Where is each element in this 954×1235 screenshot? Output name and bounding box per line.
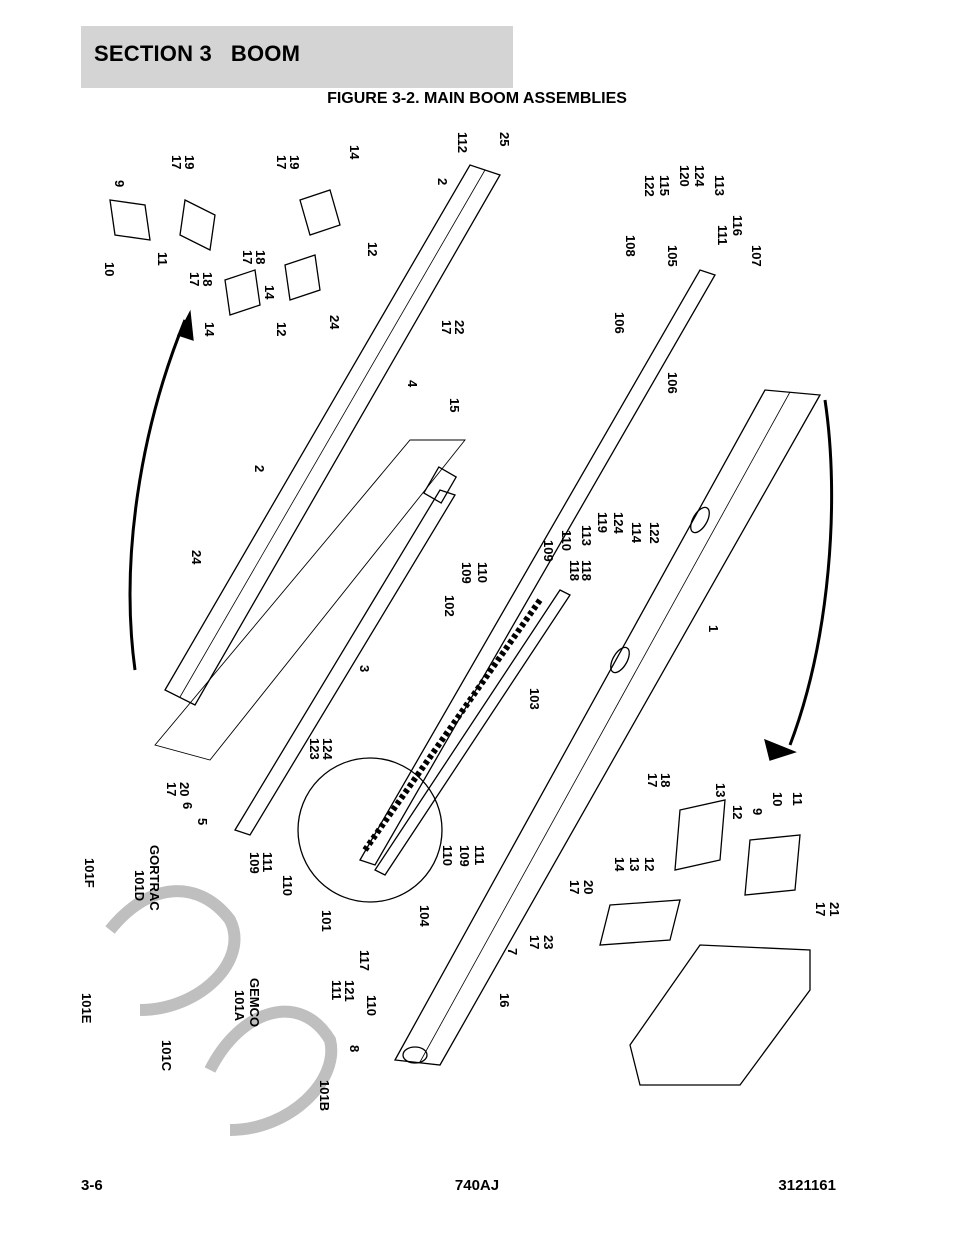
callout: 124 [320,738,335,760]
callout: 4 [405,380,420,388]
callout: 14 [612,857,627,872]
callout: 113 [579,525,594,546]
upper-boom-pad-group [110,200,215,250]
callout: 23 [541,935,556,950]
track-channel [375,590,570,875]
callout: 22 [452,320,467,335]
callout: 115 [657,175,672,196]
callout: 118 [579,560,594,581]
callout: 17 [527,935,542,950]
callout: 102 [442,595,457,617]
upper-boom-section [165,165,500,705]
callout: 110 [475,562,490,583]
callout: 18 [658,773,673,788]
lightening-hole [687,504,713,535]
callout: 2 [252,465,267,473]
cylinder-end [424,467,456,503]
callout: 21 [827,902,842,917]
callout: 9 [750,808,765,816]
callout: 109 [457,845,472,867]
callout: 101A [232,990,247,1022]
detail-circle [298,758,442,902]
callout: 14 [262,285,277,300]
footer-page-number: 3-6 [81,1177,103,1194]
callout: 17 [240,250,255,265]
footer-doc-number: 3121161 [778,1177,836,1194]
callout: 15 [447,398,462,413]
boom-base-end [630,945,810,1085]
callout: 114 [629,522,644,543]
figure-title: FIGURE 3-2. MAIN BOOM ASSEMBLIES [327,90,627,107]
base-boom-pivot [403,1047,427,1063]
callout: 1 [706,625,721,633]
gemco-chain [210,1012,331,1130]
callout: 24 [189,550,204,565]
callout: 14 [347,145,362,160]
callout: 110 [364,995,379,1016]
callout: 124 [692,165,707,187]
callout: 111 [472,845,487,866]
callout: 5 [195,818,210,826]
callout: 110 [280,875,295,896]
callout: 101 [319,910,334,932]
callout: 120 [677,165,692,187]
callout: 103 [527,688,542,710]
callout: 17 [187,272,202,287]
section-title: SECTION 3 BOOM [94,41,301,66]
callout: 13 [627,857,642,872]
callout: 17 [274,155,289,170]
callout: 118 [567,560,582,581]
callout: 101D [132,870,147,902]
callout: 11 [790,792,805,806]
callout: 18 [253,250,268,265]
lightening-hole [607,644,633,675]
callout: 12 [642,857,657,872]
callout: 101E [79,993,94,1024]
callout: 16 [497,993,512,1008]
callout: 17 [164,782,179,797]
callout: 19 [287,155,302,170]
callout: 113 [712,175,727,196]
callout: 110 [440,845,455,866]
boom-exploded-drawing [60,115,900,1175]
wear-pad-group-base [600,800,800,945]
callout: 110 [559,530,574,551]
gortrac-chain [110,891,234,1010]
footer-model: 740AJ [454,1177,500,1194]
callout: 6 [180,802,195,810]
energy-chain [365,600,540,850]
callout: 20 [581,880,596,895]
callout: 12 [365,242,380,257]
callout: 12 [730,805,745,820]
callout: 124 [611,512,626,534]
callout: 17 [645,773,660,788]
callout: 17 [567,880,582,895]
left-assembly-arrow [130,320,185,670]
callout: 122 [642,175,657,197]
callout: 111 [329,980,344,1001]
callout: 109 [459,562,474,584]
callout: 20 [177,782,192,797]
callout: 2 [435,178,450,186]
callout: 101C [159,1040,174,1072]
right-assembly-arrow [790,400,832,745]
callout: 122 [647,522,662,544]
callout: 8 [347,1045,362,1053]
callout: 10 [102,262,117,277]
callout: 14 [202,322,217,337]
callout: 119 [595,512,610,533]
callout: 112 [455,132,470,153]
callout: 106 [665,372,680,394]
callout: 17 [439,320,454,335]
left-arrowhead [178,312,193,340]
callout: 18 [200,272,215,287]
callout: 19 [182,155,197,170]
callout: 116 [730,215,745,236]
callout: 107 [749,245,764,267]
callout: 123 [307,738,322,760]
callout: 11 [155,252,170,266]
callout: 24 [327,315,342,330]
callout: 105 [665,245,680,267]
callout: 101B [317,1080,332,1112]
callout: 111 [715,225,730,246]
callout: 25 [497,132,512,147]
fly-boom-sheet [155,440,465,760]
callout: 3 [357,665,372,673]
callout: 10 [770,792,785,807]
callout: 7 [505,948,520,956]
base-boom-section [395,390,820,1065]
callout: GORTRAC [147,845,162,911]
callout: 117 [357,950,372,971]
callout: 104 [417,905,432,927]
callout: 121 [342,980,357,1002]
callout: 9 [112,180,127,188]
callout: 101F [82,858,97,888]
callout: 12 [274,322,289,337]
callout: 108 [623,235,638,257]
callout: 109 [247,852,262,874]
callout: 106 [612,312,627,334]
callout: GEMCO [247,978,262,1028]
callout: 111 [260,852,275,873]
callout: 17 [813,902,828,917]
callout: 109 [541,540,556,562]
callout: 17 [169,155,184,170]
callout: 13 [713,783,728,798]
